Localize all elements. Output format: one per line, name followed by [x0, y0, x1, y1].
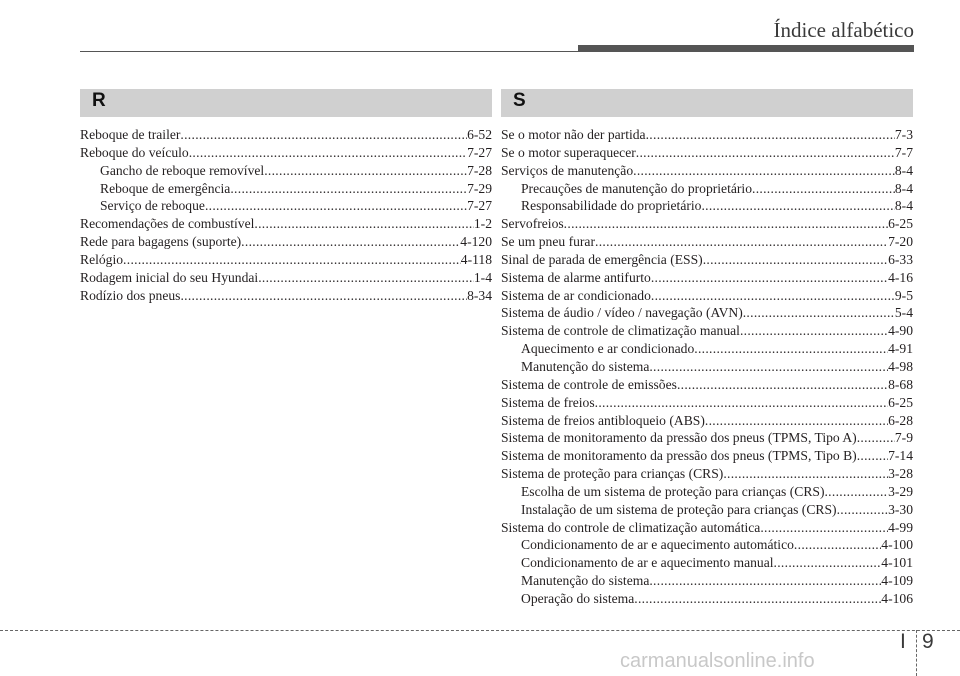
- index-subentry: [501, 340, 913, 358]
- dot-leader: [189, 144, 467, 162]
- entry-page: 7-20: [888, 234, 913, 250]
- index-entry: [501, 126, 913, 144]
- entry-label: Sistema de monitoramento da pressão dos pneus (TPMS, Tipo B): [501, 448, 857, 464]
- entry-label: Sistema de controle de emissões: [501, 376, 677, 392]
- dot-leader: [595, 233, 888, 251]
- index-subentry: [501, 590, 913, 608]
- index-entry: [501, 233, 913, 251]
- entry-label: Sistema de monitoramento da pressão dos pneus (TPMS, Tipo A): [501, 430, 857, 446]
- entry-label: Sistema de proteção para crianças (CRS): [501, 466, 724, 482]
- entry-label: Se um pneu furar: [501, 234, 595, 250]
- entry-label: Condicionamento de ar e aquecimento manual: [521, 555, 774, 571]
- header-rule: [80, 51, 912, 52]
- page-number: 9: [922, 630, 934, 653]
- entry-label: Manutenção do sistema: [521, 358, 650, 374]
- index-entry: [501, 412, 913, 430]
- index-subentry: [501, 501, 913, 519]
- dot-leader: [774, 554, 882, 572]
- index-list-r: [80, 126, 492, 304]
- dot-leader: [837, 501, 889, 519]
- dot-leader: [636, 144, 895, 162]
- entry-label: Reboque de emergência: [100, 180, 231, 196]
- entry-label: Serviço de reboque: [100, 198, 205, 214]
- dot-leader: [760, 519, 888, 537]
- footer-divider: [916, 630, 917, 676]
- entry-page: 7-7: [894, 144, 913, 160]
- dot-leader: [649, 358, 888, 376]
- entry-label: Rodagem inicial do seu Hyundai: [80, 269, 259, 285]
- index-entry: [80, 126, 492, 144]
- dot-leader: [857, 447, 888, 465]
- entry-page: 7-28: [467, 162, 492, 178]
- entry-page: 6-25: [888, 394, 913, 410]
- index-entry: [80, 287, 492, 305]
- entry-label: Sinal de parada de emergência (ESS): [501, 251, 703, 267]
- dot-leader: [743, 304, 895, 322]
- entry-label: Precauções de manutenção do proprietário: [521, 180, 752, 196]
- index-column-s: [501, 89, 913, 608]
- dot-leader: [123, 251, 461, 269]
- entry-page: 8-4: [894, 162, 913, 178]
- index-entry: [80, 233, 492, 251]
- dot-leader: [633, 162, 895, 180]
- index-subentry: [501, 572, 913, 590]
- dot-leader: [180, 126, 467, 144]
- entry-page: 3-30: [888, 501, 913, 517]
- entry-label: Rede para bagagens (suporte): [80, 234, 242, 250]
- dot-leader: [264, 162, 467, 180]
- dot-leader: [752, 180, 895, 198]
- dot-leader: [794, 536, 881, 554]
- index-entry: [501, 162, 913, 180]
- index-subentry: [501, 554, 913, 572]
- entry-page: 3-28: [888, 466, 913, 482]
- entry-page: 4-100: [881, 537, 913, 553]
- index-entry: [80, 144, 492, 162]
- dot-leader: [694, 340, 888, 358]
- index-subentry: [80, 162, 492, 180]
- entry-page: 4-90: [888, 323, 913, 339]
- dot-leader: [701, 197, 894, 215]
- entry-label: Sistema de freios: [501, 394, 595, 410]
- index-subentry: [501, 358, 913, 376]
- entry-page: 4-101: [881, 555, 913, 571]
- page-title: Índice alfabético: [773, 18, 914, 42]
- index-subentry: [501, 197, 913, 215]
- index-subentry: [80, 180, 492, 198]
- entry-page: 4-91: [888, 341, 913, 357]
- index-list-s: [501, 126, 913, 608]
- index-entry: [501, 322, 913, 340]
- dot-leader: [723, 465, 888, 483]
- watermark: carmanualsonline.info: [620, 650, 815, 672]
- dot-leader: [634, 590, 881, 608]
- dot-leader: [595, 394, 888, 412]
- entry-label: Se o motor superaquecer: [501, 144, 636, 160]
- entry-page: 6-33: [888, 251, 913, 267]
- entry-label: Sistema do controle de climatização automática: [501, 519, 761, 535]
- dot-leader: [651, 269, 888, 287]
- dot-leader: [740, 322, 888, 340]
- entry-label: Escolha de um sistema de proteção para crianças (CRS): [521, 483, 825, 499]
- entry-label: Reboque de trailer: [80, 127, 181, 142]
- dot-leader: [651, 287, 895, 305]
- letter-r: R: [92, 90, 106, 111]
- index-subentry: [501, 536, 913, 554]
- entry-page: 4-99: [888, 519, 913, 535]
- dot-leader: [180, 287, 467, 305]
- index-entry: [501, 376, 913, 394]
- entry-label: Recomendações de combustível: [80, 216, 255, 232]
- entry-label: Rodízio dos pneus: [80, 287, 181, 303]
- dot-leader: [677, 376, 888, 394]
- entry-page: 8-4: [894, 198, 913, 214]
- footer-dashed-line: [0, 630, 960, 631]
- index-entry: [80, 269, 492, 287]
- letter-header-r: [80, 89, 492, 117]
- entry-label: Reboque do veículo: [80, 144, 189, 160]
- index-entry: [501, 519, 913, 537]
- dot-leader: [703, 251, 888, 269]
- entry-page: 1-4: [473, 269, 492, 285]
- index-entry: [501, 447, 913, 465]
- entry-label: Sistema de freios antibloqueio (ABS): [501, 412, 705, 428]
- index-entry: [501, 394, 913, 412]
- dot-leader: [646, 126, 895, 144]
- entry-page: 7-27: [467, 144, 492, 160]
- entry-page: 8-34: [467, 287, 492, 303]
- index-entry: [501, 304, 913, 322]
- index-entry: [501, 215, 913, 233]
- entry-label: Gancho de reboque removível: [100, 162, 265, 178]
- footer-section: I: [900, 630, 906, 653]
- dot-leader: [857, 429, 895, 447]
- entry-label: Instalação de um sistema de proteção para crianças (CRS): [521, 501, 837, 517]
- entry-label: Condicionamento de ar e aquecimento automático: [521, 537, 794, 553]
- index-entry: [501, 251, 913, 269]
- entry-page: 6-52: [467, 127, 492, 142]
- index-subentry: [501, 483, 913, 501]
- index-entry: [501, 269, 913, 287]
- entry-label: Se o motor não der partida: [501, 127, 646, 142]
- entry-page: 7-9: [894, 430, 913, 446]
- entry-page: 7-29: [467, 180, 492, 196]
- index-entry: [80, 251, 492, 269]
- entry-page: 4-106: [881, 590, 913, 606]
- dot-leader: [205, 197, 467, 215]
- index-entry: [80, 215, 492, 233]
- entry-page: 5-4: [894, 305, 913, 321]
- entry-label: Sistema de controle de climatização manual: [501, 323, 740, 339]
- entry-page: 8-4: [894, 180, 913, 196]
- index-entry: [501, 429, 913, 447]
- letter-header-s: [501, 89, 913, 117]
- entry-label: Serviços de manutenção: [501, 162, 634, 178]
- dot-leader: [705, 412, 888, 430]
- dot-leader: [258, 269, 474, 287]
- dot-leader: [241, 233, 460, 251]
- entry-page: 4-98: [888, 358, 913, 374]
- index-entry: [501, 144, 913, 162]
- entry-page: 7-27: [467, 198, 492, 214]
- dot-leader: [564, 215, 888, 233]
- entry-page: 6-25: [888, 216, 913, 232]
- entry-page: 4-120: [460, 234, 492, 250]
- letter-s: S: [513, 90, 526, 111]
- entry-label: Operação do sistema: [521, 590, 635, 606]
- dot-leader: [649, 572, 881, 590]
- entry-label: Aquecimento e ar condicionado: [521, 341, 695, 357]
- index-entry: [501, 287, 913, 305]
- index-subentry: [501, 180, 913, 198]
- entry-label: Servofreios: [501, 216, 564, 232]
- entry-page: 7-3: [894, 127, 913, 142]
- dot-leader: [230, 180, 467, 198]
- entry-label: Sistema de alarme antifurto: [501, 269, 651, 285]
- entry-page: 9-5: [894, 287, 913, 303]
- dot-leader: [254, 215, 473, 233]
- dot-leader: [824, 483, 888, 501]
- entry-page: 4-118: [460, 251, 492, 267]
- entry-label: Sistema de ar condicionado: [501, 287, 651, 303]
- entry-page: 8-68: [888, 376, 913, 392]
- index-column-r: [80, 89, 492, 304]
- entry-page: 4-109: [881, 573, 913, 589]
- index-subentry: [80, 197, 492, 215]
- entry-page: 7-14: [888, 448, 913, 464]
- entry-page: 1-2: [473, 216, 492, 232]
- entry-label: Responsabilidade do proprietário: [521, 198, 702, 214]
- entry-label: Manutenção do sistema: [521, 573, 650, 589]
- index-entry: [501, 465, 913, 483]
- entry-page: 4-16: [888, 269, 913, 285]
- entry-page: 3-29: [888, 483, 913, 499]
- entry-page: 6-28: [888, 412, 913, 428]
- entry-label: Relógio: [80, 251, 124, 267]
- entry-label: Sistema de áudio / vídeo / navegação (AVN): [501, 305, 743, 321]
